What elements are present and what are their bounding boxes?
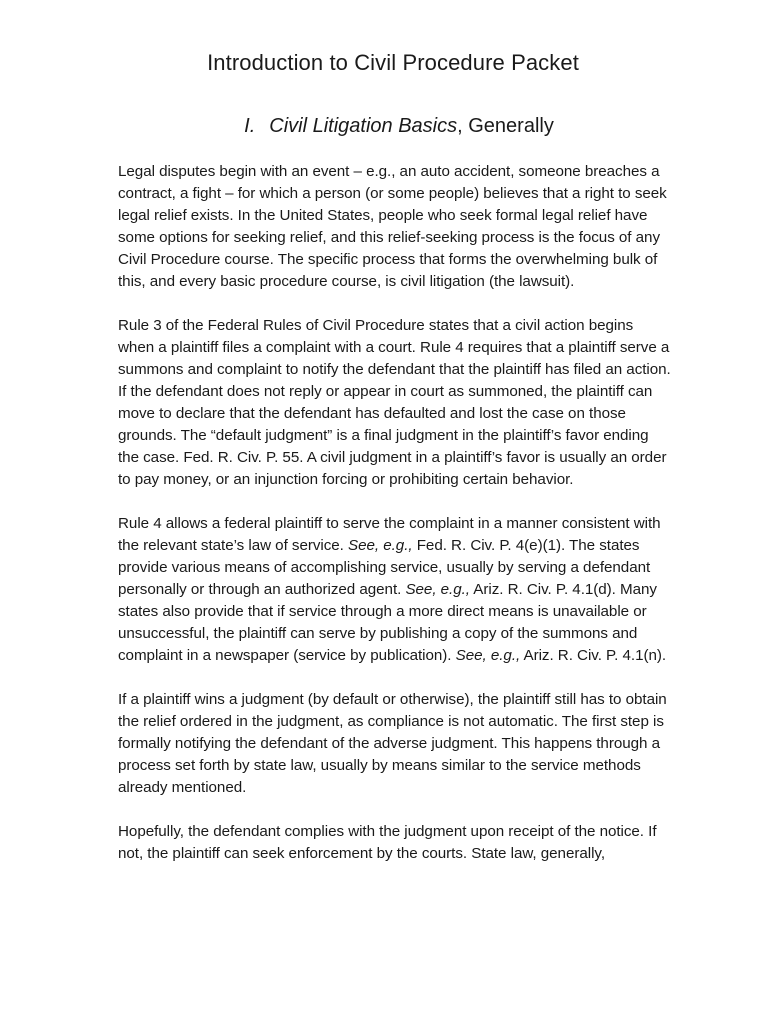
citation-signal: See, e.g., bbox=[348, 537, 413, 554]
body-text bbox=[118, 161, 672, 865]
section-title: Civil Litigation Basics bbox=[269, 115, 458, 137]
paragraph-text: Ariz. R. Civ. P. 4.1(n). bbox=[520, 647, 667, 664]
paragraph-text: Rule 3 of the Federal Rules of Civil Procedure states that a civil action begins when a plaintiff files a complaint with a court. Rule 4 requires that a plaintiff serve a summons and complaint to notify the defendant that the plaintiff has filed an action. If the defendant does not reply or appear in court as summoned, the plaintiff can move to declare that the defendant has defaulted and lost the case on those grounds. The “default judgment” is a final judgment in the plaintiff’s favor ending the case. Fed. R. Civ. P. 55. A civil judgment in a plaintiff’s favor is usually an order to pay money, or an injunction forcing or prohibiting certain behavior. bbox=[118, 317, 671, 488]
paragraph-text: Rule 4 allows a federal plaintiff to serve the complaint in a manner consistent with the relevant state’s law of service. bbox=[118, 515, 661, 554]
paragraph-4 bbox=[118, 689, 672, 799]
section-title-suffix: , Generally bbox=[457, 115, 554, 137]
paragraph-2 bbox=[118, 315, 672, 491]
paragraph-text: Fed. R. Civ. P. 4(e)(1). The states provide various means of accomplishing service, usually by serving a defendant personally or through an authorized agent. bbox=[118, 537, 651, 598]
document-title: Introduction to Civil Procedure Packet bbox=[207, 50, 579, 75]
section-heading bbox=[118, 111, 672, 141]
paragraph-text: If a plaintiff wins a judgment (by default or otherwise), the plaintiff still has to obtain the relief ordered in the judgment, as compliance is not automatic. The first step is formally notifying the defendant of the adverse judgment. This happens through a process set forth by state law, usually by means similar to the service methods already mentioned. bbox=[118, 691, 667, 796]
citation-signal: See, e.g., bbox=[455, 647, 521, 664]
section-number: I. bbox=[244, 115, 256, 137]
paragraph-text: Hopefully, the defendant complies with the judgment upon receipt of the notice. If not, the plaintiff can seek enforcement by the courts. State law, generally, bbox=[118, 823, 657, 862]
paragraph-5 bbox=[118, 821, 672, 865]
paragraph-3 bbox=[118, 513, 672, 667]
paragraph-text: Ariz. R. Civ. P. 4.1(d). Many states also provide that if service through a more direct means is unavailable or unsuccessful, the plaintiff can serve by publishing a copy of the summons and complaint in a newspaper (service by publication). bbox=[118, 581, 657, 664]
paragraph-text: Legal disputes begin with an event – e.g., an auto accident, someone breaches a contract, a fight – for which a person (or some people) believes that a right to seek legal relief exists. In the United States, people who seek formal legal relief have some options for seeking relief, and this relief-seeking process is the focus of any Civil Procedure course. The specific process that forms the overwhelming bulk of this, and every basic procedure course, is civil litigation (the lawsuit). bbox=[118, 163, 667, 290]
citation-signal: See, e.g., bbox=[405, 581, 470, 598]
paragraph-1 bbox=[118, 161, 672, 293]
